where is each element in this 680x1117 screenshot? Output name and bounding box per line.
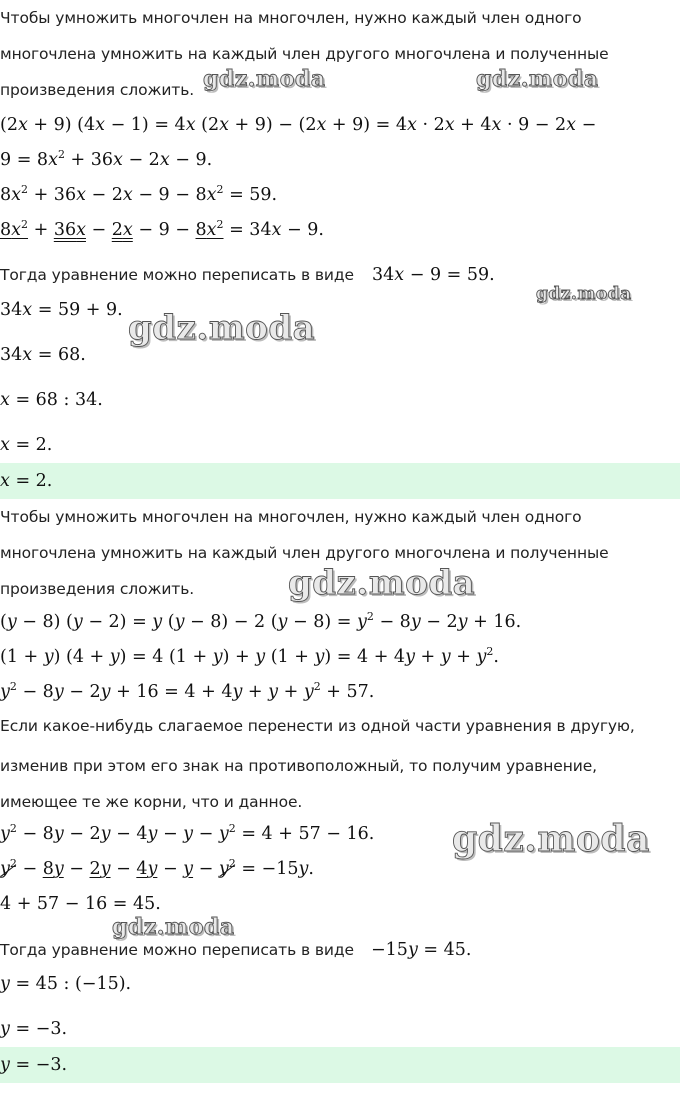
answer-highlight [0,463,680,499]
watermark: gdz.moda [112,914,235,940]
equation-full-y: $y^2 - 8y - 2y + 16 = 4 + 4y + y + y^2 + 57$. [0,680,375,702]
rule-multiply-line-1: Чтобы умножить многочлен на многочлен, нужно каждый член одного [0,9,582,27]
watermark: gdz.moda [128,308,316,348]
answer-x: x = 2. [0,471,53,491]
answer-y: y = −3. [0,1055,68,1075]
equation-simplify: $8x^2 + 36x - 2x - 9 - 8x^2 = 34x - 9$. [0,218,324,240]
watermark: gdz.moda [536,284,632,304]
equation-full: $8x^2 + 36x - 2x - 9 - 8x^2 = 59$. [0,183,278,205]
rule-multiply-line-1: Чтобы умножить многочлен на многочлен, нужно каждый член одного [0,508,582,526]
equation-product-2: (1 + y) (4 + y) = 4 (1 + y) + y $(1 + y) = 4 + 4y + y + y^2$. [0,645,499,667]
transfer-rule-line-1: Если какое-нибудь слагаемое перенести из одной части уравнения в другую, [0,717,635,735]
equation-expand-line-1: (2x + 9) (4x − 1) = 4x (2x + 9) − (2x + 9) = 4x · 2x + 4x · 9 − 2x − [0,115,597,135]
rewrite-sentence: Тогда уравнение можно переписать в виде [0,266,354,284]
equation-sum: 4 + 57 − 16 = 45. [0,894,161,914]
rewrite-equation-y: −15y = 45. [371,940,472,960]
rewrite-sentence-y: Тогда уравнение можно переписать в виде [0,941,354,959]
solve-step-2: 34x = 68. [0,345,86,365]
equation-product-1: (y − 8) (y − 2) = y (y − 8) − 2 $(y - 8) = y^2 - 8y - 2y + 16$. [0,610,522,632]
solve-step-y-2: y = −3. [0,1019,68,1039]
watermark: gdz.moda [288,563,476,603]
answer-highlight [0,1047,680,1083]
transfer-rule-line-3: имеющее те же корни, что и данное. [0,793,303,811]
rule-multiply-line-3: произведения сложить. [0,580,195,598]
solve-step-y-1: y = 45 : (−15). [0,974,132,994]
solve-step-1: 34x = 59 + 9. [0,300,123,320]
watermark: gdz.moda [476,66,599,92]
rewrite-equation: 34x − 9 = 59. [372,265,495,285]
solve-step-3: x = 68 : 34. [0,390,103,410]
equation-expand-line-2: $9 = 8x^2 + 36x - 2x - 9$. [0,148,213,170]
equation-collect: $y^2 - 8y - 2y - 4y - y - y^2 = -15y$. [0,857,314,879]
watermark: gdz.moda [452,818,650,860]
equation-moved: $y^2 - 8y - 2y - 4y - y - y^2 = 4 + 57 - 16$. [0,822,375,844]
rule-multiply-line-2: многочлена умножить на каждый член другого многочлена и полученные [0,544,609,562]
rule-multiply-line-2: многочлена умножить на каждый член другого многочлена и полученные [0,45,609,63]
solve-step-4: x = 2. [0,435,53,455]
rule-multiply-line-3: произведения сложить. [0,81,195,99]
watermark: gdz.moda [203,66,326,92]
transfer-rule-line-2: изменив при этом его знак на противоположный, то получим уравнение, [0,757,597,775]
